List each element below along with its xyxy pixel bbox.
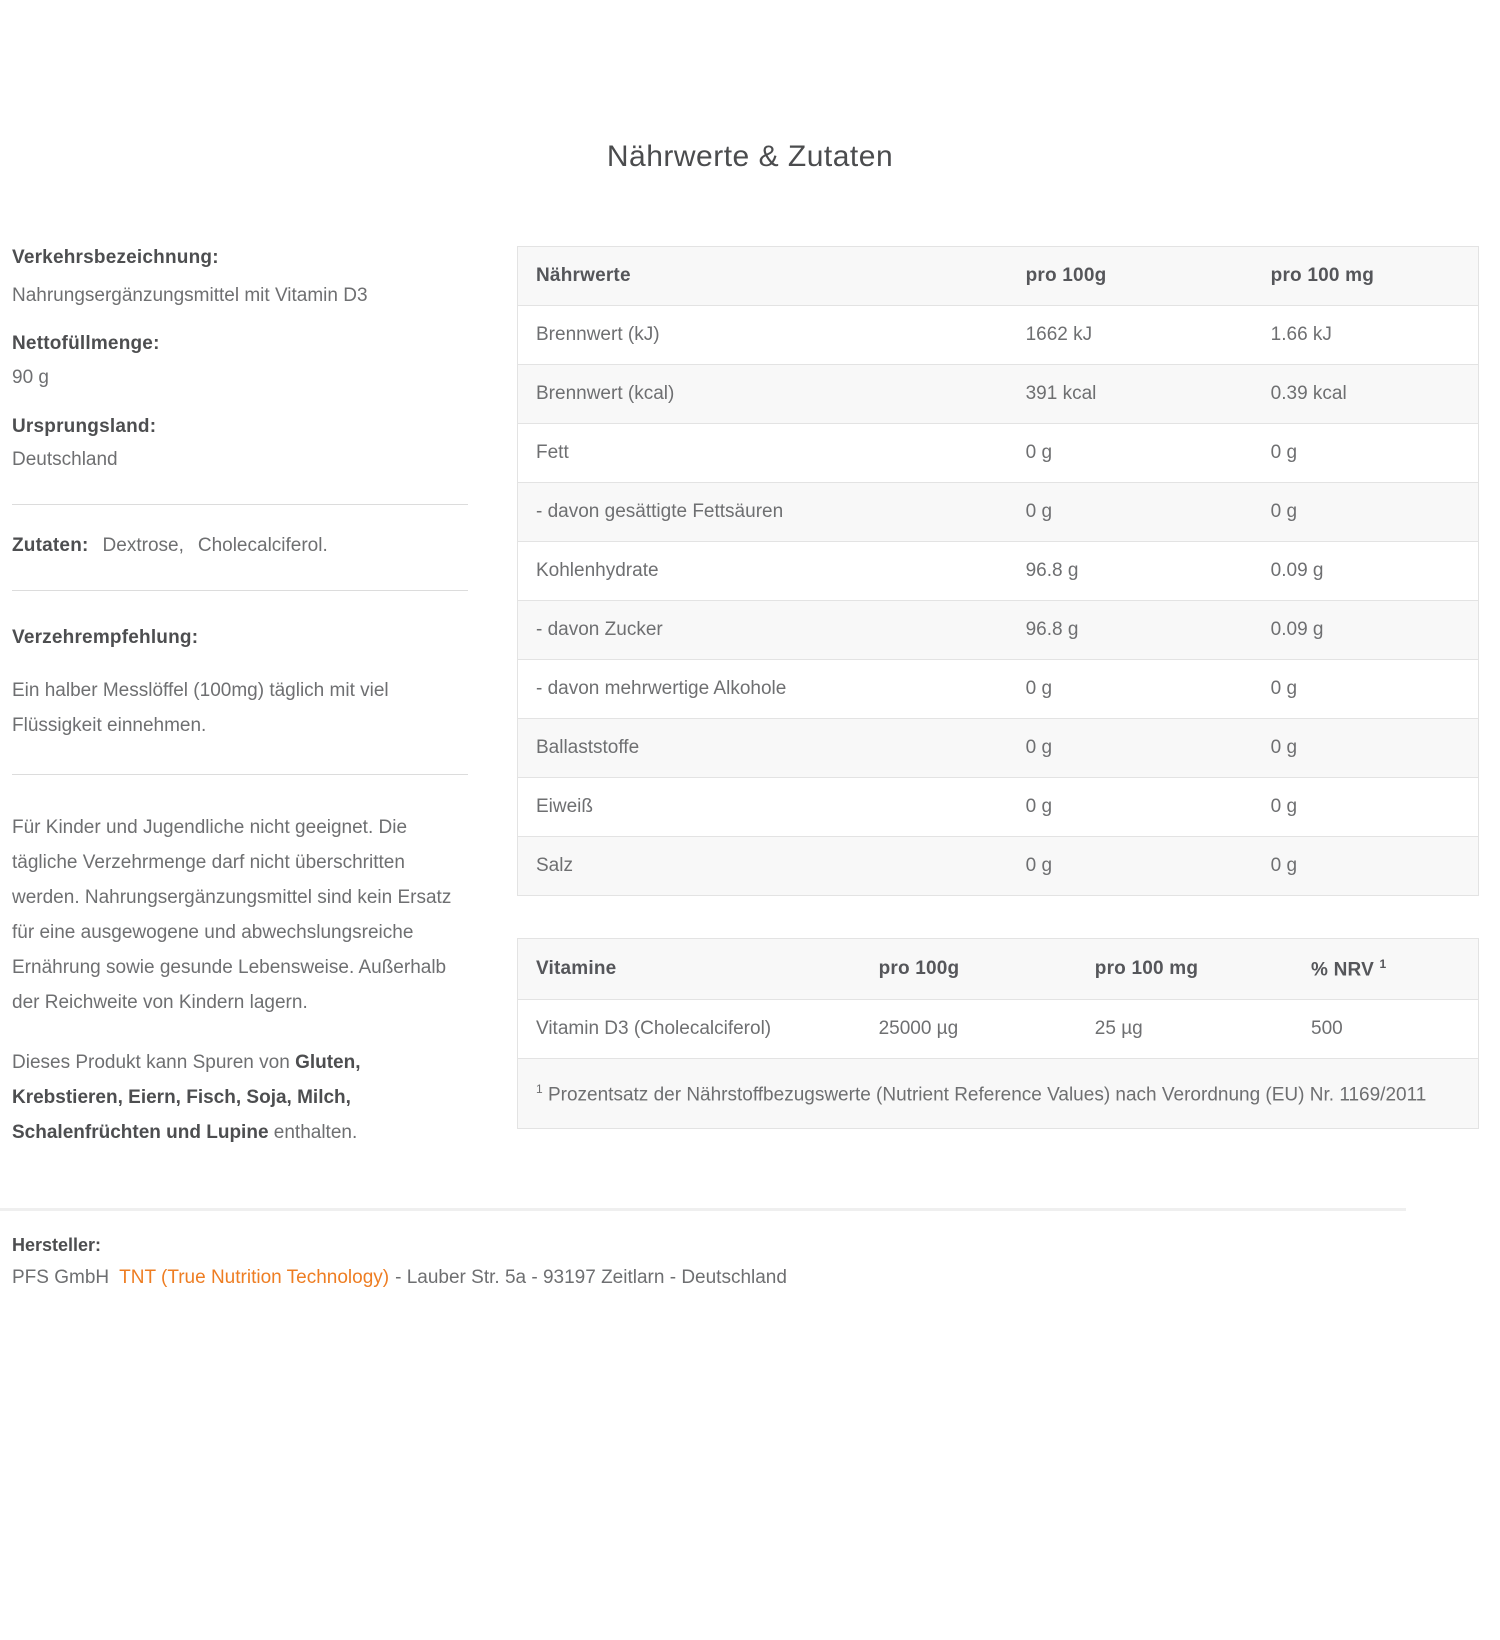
row-value: 0 g	[1270, 678, 1298, 699]
net-quantity-label: Nettofüllmenge:	[12, 333, 160, 355]
column-header: pro 100g	[878, 958, 960, 980]
manufacturer-line	[12, 1267, 1500, 1289]
row-value: 0.39 kcal	[1270, 383, 1347, 404]
allergen-list: Gluten, Krebstieren, Eiern, Fisch, Soja, Milch, Schalenfrüchten und Lupine	[12, 1051, 361, 1143]
manufacturer-label: Hersteller:	[12, 1234, 102, 1255]
divider	[12, 504, 468, 505]
row-value: 0 g	[1270, 855, 1298, 876]
row-value: 96.8 g	[1025, 560, 1079, 581]
nutrition-table-header-row	[518, 247, 1479, 306]
page-title: Nährwerte & Zutaten	[606, 140, 894, 173]
row-label: Brennwert (kJ)	[536, 324, 660, 345]
column-header: pro 100g	[1025, 265, 1107, 286]
row-value: 0 g	[1025, 796, 1053, 817]
net-quantity-value: 90 g	[12, 367, 49, 389]
row-label: Salz	[536, 855, 573, 876]
table-row	[518, 424, 1479, 483]
row-label: - davon Zucker	[536, 619, 663, 640]
row-value: 0 g	[1270, 737, 1298, 758]
footnote-row	[518, 1059, 1479, 1128]
table-row	[518, 1000, 1479, 1059]
row-label: - davon gesättigte Fettsäuren	[536, 501, 784, 522]
row-value: 0 g	[1025, 737, 1053, 758]
nutrition-table-body	[518, 306, 1479, 896]
row-label: Vitamin D3 (Cholecalciferol)	[536, 1018, 772, 1040]
allergen-prefix: Dieses Produkt kann Spuren von	[12, 1051, 296, 1073]
table-row	[518, 542, 1479, 601]
row-value: 25 µg	[1094, 1018, 1143, 1040]
trade-name-label: Verkehrsbezeichnung:	[12, 247, 219, 268]
column-header: pro 100 mg	[1270, 265, 1375, 286]
consumption-recommendation-text: Ein halber Messlöffel (100mg) täglich mit viel Flüssigkeit einnehmen.	[12, 679, 389, 736]
origin-country-value: Deutschland	[12, 449, 118, 471]
table-row	[518, 660, 1479, 719]
consumption-recommendation-label: Verzehrempfehlung:	[12, 626, 199, 648]
ingredients-line	[12, 534, 470, 559]
column-header: pro 100 mg	[1094, 958, 1199, 980]
table-row	[518, 306, 1479, 365]
ingredients-label: Zutaten:	[12, 535, 89, 557]
row-label: Eiweiß	[536, 796, 594, 817]
row-label: Ballaststoffe	[536, 737, 640, 758]
warning-text: Für Kinder und Jugendliche nicht geeignet. Die tägliche Verzehrmenge darf nicht überschritten werden. Nahrungsergänzungsmittel sind kein Ersatz für eine ausgewogene und abwechslungsreiche Ernährung sowie gesunde Lebensweise. Außerhalb der Reichweite von Kindern lagern.	[12, 816, 452, 1013]
row-value: 1.66 kJ	[1270, 324, 1332, 345]
row-value: 96.8 g	[1025, 619, 1079, 640]
row-label: - davon mehrwertige Alkohole	[536, 678, 787, 699]
row-value: 0 g	[1025, 501, 1053, 522]
footnote-marker: 1	[536, 1082, 543, 1097]
nrv-footnote-marker: 1	[1379, 957, 1387, 971]
row-value: 1662 kJ	[1025, 324, 1093, 345]
manufacturer-footer	[0, 1208, 1500, 1289]
row-value: 0 g	[1025, 855, 1053, 876]
nrv-footnote	[518, 1059, 1479, 1128]
row-value: 500	[1311, 1018, 1343, 1040]
allergen-notice	[12, 1045, 470, 1150]
allergen-suffix: enthalten.	[268, 1121, 358, 1143]
row-value: 0.09 g	[1270, 619, 1324, 640]
content-area	[12, 246, 1500, 1150]
row-value: 0.09 g	[1270, 560, 1324, 581]
table-row	[518, 483, 1479, 542]
nutrition-table	[517, 246, 1479, 896]
column-header: % NRV $^1$	[1311, 957, 1387, 981]
row-value: 25000 µg	[878, 1018, 959, 1040]
divider	[12, 590, 468, 591]
table-row	[518, 837, 1479, 896]
product-details-column	[12, 246, 470, 1150]
row-label: Brennwert (kcal)	[536, 383, 675, 404]
footnote-text: Prozentsatz der Nährstoffbezugswerte (Nutrient Reference Values) nach Verordnung (EU) Nr. 1169/2011	[547, 1084, 1427, 1106]
vitamins-table	[517, 938, 1479, 1129]
row-label: Kohlenhydrate	[536, 560, 659, 581]
table-row	[518, 778, 1479, 837]
ingredient-item: Cholecalciferol.	[197, 535, 328, 557]
row-value: 0 g	[1025, 678, 1053, 699]
row-label: Fett	[536, 442, 569, 463]
vitamins-table-body	[518, 1000, 1479, 1059]
origin-country-label: Ursprungsland:	[12, 415, 157, 437]
row-value: 0 g	[1270, 796, 1298, 817]
row-value: 0 g	[1025, 442, 1053, 463]
tables-column	[517, 246, 1479, 1129]
table-row	[518, 719, 1479, 778]
footer-divider	[0, 1208, 1406, 1211]
brand-link[interactable]: TNT (True Nutrition Technology)	[119, 1266, 390, 1288]
column-header: Vitamine	[536, 958, 617, 980]
manufacturer-company: PFS GmbH	[12, 1266, 110, 1288]
column-header: Nährwerte	[536, 265, 631, 286]
trade-name-value: Nahrungsergänzungsmittel mit Vitamin D3	[12, 284, 368, 306]
manufacturer-address: - Lauber Str. 5a - 93197 Zeitlarn - Deutschland	[395, 1266, 787, 1288]
table-row	[518, 365, 1479, 424]
table-row	[518, 601, 1479, 660]
ingredient-item: Dextrose,	[102, 535, 184, 557]
row-value: 0 g	[1270, 501, 1298, 522]
divider	[12, 774, 468, 775]
product-info-page	[0, 140, 1500, 1640]
row-value: 0 g	[1270, 442, 1298, 463]
row-value: 391 kcal	[1025, 383, 1097, 404]
vitamins-table-header-row	[518, 939, 1479, 1000]
